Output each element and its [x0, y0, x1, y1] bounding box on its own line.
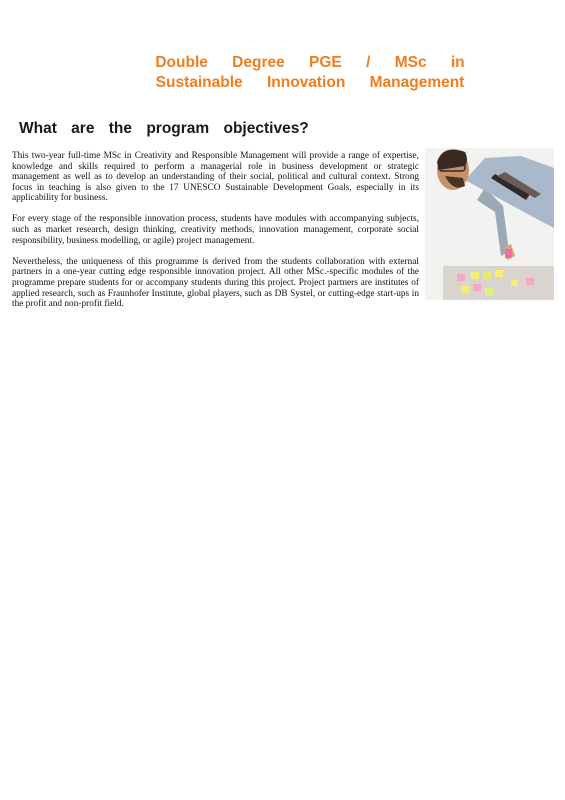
document-title [120, 53, 500, 93]
photo-man-with-sticky-notes [425, 148, 554, 300]
title-line-2: Sustainable Innovation Management [155, 74, 465, 91]
paragraph-3: Nevertheless, the uniqueness of this programme is derived from the students collaboration with external partners in a one-year cutting edge responsible innovation project. All other MSc.-specific modules of the programme prepare students for or accompany students during this project. Project partners are institutes of applied research, such as Fraunhofer Institute, global players, such as DB Systel, or cutting-edge start-ups in the profit and non-profit field. [12, 256, 419, 310]
section-heading: What are the program objectives? [19, 120, 309, 137]
body-text [12, 151, 419, 320]
title-line-1: Double Degree PGE / MSc in [155, 54, 465, 71]
paragraph-2: For every stage of the responsible innovation process, students have modules with accompanying subjects, such as market research, design thinking, creativity methods, innovation management, corporate social responsibility, business modelling, or agile) project management. [12, 214, 419, 246]
paragraph-1: This two-year full-time MSc in Creativity and Responsible Management will provide a range of expertise, knowledge and skills required to perform a managerial role in business development or strategic management as well as to develop an understanding of their social, political and cultural context. Strong focus in teaching is also given to the 17 UNESCO Sustainable Development Goals, especially in its applicability for business. [12, 151, 419, 204]
